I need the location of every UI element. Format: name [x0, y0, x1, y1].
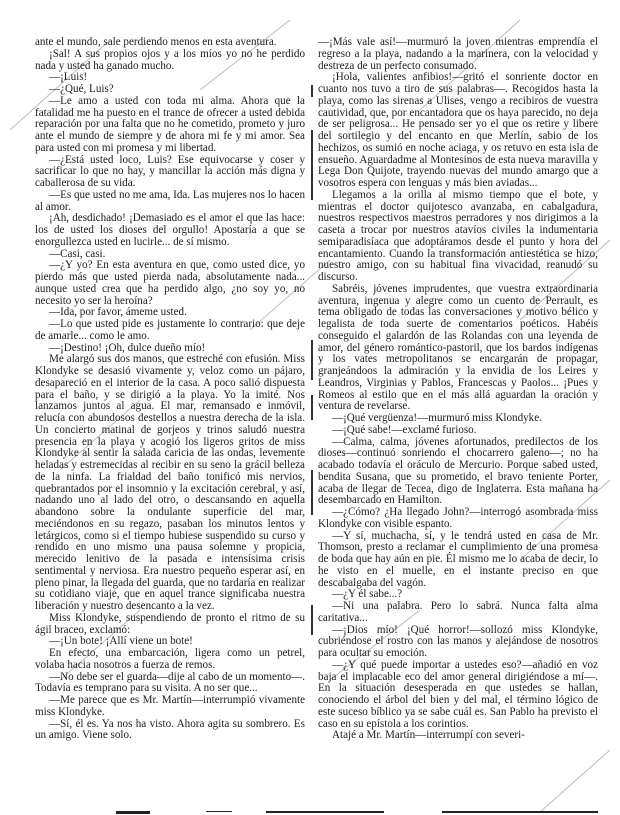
article-paragraph: —Sí, él es. Ya nos ha visto. Ahora agita su sombrero. Es un amigo. Viene solo. — [35, 717, 305, 742]
column-rule — [311, 470, 313, 515]
article-paragraph: —No debe ser el guarda—dije al cabo de un momento—. Todavía es temprano para su visita. A no ser que... — [35, 670, 305, 695]
article-paragraph: —¡Más vale así!—murmuró la joven mientras emprendía el regreso a la playa, nadando a la marinera, con la velocidad y destreza de un perfecto consumado. — [318, 36, 598, 72]
footer-rule — [116, 811, 150, 814]
article-paragraph: —¡Qué sabe!—exclamé furioso. — [332, 423, 477, 436]
article-paragraph: Atajé a Mr. Martín—interrumpí con severi- — [332, 729, 525, 742]
article-paragraph: —¡Luis! — [49, 71, 88, 84]
article-paragraph: ¡Hola, valientes anfibios!—gritó el sonriente doctor en cuanto nos tuvo a tiro de sus palabras—. Recogidos hasta la playa, como las sirenas a Ulises, vengo a recibiros de vuestra cautividad, que, por encantadora que os haya parecido, no deja de ser peligrosa... He pensado ser yo el que os retire y libere del sortilegio y del encanto en que Merlín, sabio de los hechizos, os sumió en noche aciaga, y os retuvo en esta isla de ensueño. Aguardadme al Montesinos de esta nueva maravilla y Lega Don Quijote, trayendo nuevas del mundo amargo que a vosotros espera con lenguas y más bien aviadas... — [318, 71, 598, 189]
article-paragraph: Miss Klondyke, suspendiendo de pronto el ritmo de su ágil braceo, exclamó: — [35, 611, 305, 636]
article-paragraph: —¡Qué vergüenza!—murmuró miss Klondyke. — [332, 412, 542, 424]
article-paragraph: Llegamos a la orilla al mismo tiempo que el bote, y mientras el doctor quijotesco avanzaba, en cabalgadura, nuestros respectivos maestros perradores y nos dirigimos a la caseta a trocar por nuestros atavíos civiles la indumentaria semiparadisíaca que adoptáramos desde el punto y hora del encantamiento. Cuando la transformación antiestética se hizo, nuestro amigo, con su habitual fina vivacidad, reanudó su discurso. — [318, 188, 598, 283]
column-rule — [311, 605, 313, 635]
right-column — [318, 37, 598, 742]
article-paragraph: —¿Y qué puede importar a ustedes eso?—añadió en voz baja el implacable eco del amor general dirigiéndose a mí—. En la situación desesperada en que ustedes se hallan, conociendo el árbol del bien y del mal, el término lógico de este suceso bíblico ya se sabe cuál es. San Pablo ha previsto el caso en su epístola a los corintios. — [318, 658, 598, 730]
article-paragraph: Me alargó sus dos manos, que estreché con efusión. Miss Klondyke se desasió vivamente y, veloz como un pájaro, desapareció en el interior de la casa. A poco salió dispuesta para el baño, y se dirigió a la playa. Yo la imité. Nos lanzamos juntos al agua. El mar, remansado e inmóvil, relucía con abundosos destellos a nuestra derecha de la isla. Un concierto matinal de gorjeos y trinos saludó nuestra presencia en la playa y acogió los ligeros gritos de miss Klondyke al sentir la salada caricia de las ondas, levemente heladas y estremecidas al recibir en su seno la grácil belleza de la ninfa. La frialdad del baño tonificó mis nervios, quebrantados por el insomnio y la excitación cerebral, y así, nadando uno al lado del otro, o descansando en aquella abandono sobre la ondulante superficie del mar, meciéndonos en su regazo, pasaban los minutos lentos y letárgicos, como si el tiempo hubiese suspendido su curso y rendido en uno mismo una pausa solemne y propicia, merecido lenitivo de la pasada e intensísima crisis sentimental y nerviosa. Era nuestro pequeño esperar así, en pleno pinar, la llegada del guarda, que no tardaría en realizar su cotidiano viaje, que en aquel trance significaba nuestra liberación y nuestro desencanto a la vez. — [35, 353, 305, 612]
article-paragraph: —Me parece que es Mr. Martín—interrumpió vivamente miss Klondyke. — [35, 694, 305, 718]
column-rule — [311, 130, 313, 200]
footer-rule — [266, 811, 384, 813]
article-paragraph: —¿Y él sabe...? — [332, 588, 403, 601]
column-rule — [311, 85, 313, 97]
article-paragraph: —Le amo a usted con toda mi alma. Ahora que la fatalidad me ha puesto en el trance de ofrecer a usted debida reparación por una falta que no he cometido, prometo y juro ante el mundo de siempre y de ahora mi fe y mi amor. Sea para usted con mi promesa y mi libertad. — [35, 94, 305, 154]
article-paragraph: —Ida, por favor, ámeme usted. — [49, 306, 187, 319]
article-paragraph: —Lo que usted pide es justamente lo contrario: que deje de amarle... como le amo. — [35, 318, 305, 342]
article-paragraph: Sabréis, jóvenes imprudentes, que vuestra extraordinaria aventura, ingenua y alegre como un cuento de Perrault, es tema obligado de todas las conversaciones y motivo bélico y legalista de toda suerte de comentarios poéticos. Habéis conseguido el galardón de las Rolandas con una leyenda de amor, del género romántico-pastoril, que los bardos indígenas y los vates metropolitanos se encargarán de propagar, granjeándoos la admiración y la envidia de los Leires y Leandros, Virginias y Pablos, Francescas y Paolos... ¡Pues y Romeos al estilo que en el más allá aguardan la oración y ventura de revelarse. — [318, 282, 598, 413]
article-paragraph: —Es que usted no me ama, Ida. Las mujeres nos lo hacen al amor. — [35, 188, 306, 213]
article-paragraph: —Casi, casi. — [49, 247, 106, 260]
article-paragraph: —¡Destino! ¡Oh, dulce dueño mío! — [49, 341, 206, 354]
article-paragraph: ¡Ah, desdichado! ¡Demasiado es el amor el que las hace: los de usted los dioses del orgullo! Apostaría a que se enorgullezca usted en lucirle... de sí mismo. — [35, 212, 305, 248]
article-paragraph: —¡Un bote! ¡Allí viene un bote! — [49, 635, 193, 648]
article-paragraph: —¿Está usted loco, Luis? Ese equivocarse y coser y sacrificar lo que no hay, y mancillar la acción más digna y caballerosa de su vida. — [35, 153, 305, 189]
article-paragraph: —Calma, calma, jóvenes afortunados, predilectos de los dioses—continuó sonriendo el chocarrero galeno—; no ha acabado todavía el oráculo de Mercurio. Porque sabed usted, bendita Susana, que su prometido, el bravo teniente Porter, acaba de llegar de Tecea, digo de Inglaterra. Esta mañana ha desembarcado en Hamilton. — [318, 435, 598, 507]
article-paragraph: —¡Dios mío! ¡Qué horror!—sollozó miss Klondyke, cubriéndose el rostro con las manos y alejándose de nosotros para ocultar su emoción. — [318, 623, 598, 659]
footer-rule — [206, 811, 232, 812]
footer-rule — [442, 811, 598, 813]
article-paragraph: —¿Y yo? En esta aventura en que, como usted dice, yo pierdo más que usted pierda nada, absolutamente nada... aunque usted crea que ha perdido algo, ¿no soy yo, no necesito yo ser la heroína? — [35, 259, 305, 307]
article-paragraph: —Ni una palabra. Pero lo sabrá. Nunca falta alma caritativa... — [318, 600, 598, 624]
column-rule — [311, 395, 313, 420]
article-paragraph: En efecto, una embarcación, ligera como un petrel, volaba hacia nosotros a fuerza de remos. — [35, 647, 305, 671]
column-rule — [311, 340, 313, 380]
article-paragraph: —¿Cómo? ¿Ha llegado John?—interrogó asombrada miss Klondyke con visible espanto. — [318, 506, 598, 530]
left-column — [35, 37, 305, 742]
article-paragraph: ante el mundo, sale perdiendo menos en esta aventura. — [35, 36, 277, 48]
article-paragraph: —Y sí, muchacha, sí, y le tendrá usted en casa de Mr. Thomson, presto a reclamar el cumplimiento de una promesa de boda que hay aún en pie. Él mismo me lo acaba de decir, lo he visto en el muelle, en el instante preciso en que descabalgaba del vagón. — [318, 529, 598, 589]
article-paragraph: —¿Qué, Luis? — [49, 83, 114, 95]
article-paragraph: ¡Sal! A sus propios ojos y a los míos yo no he perdido nada y usted ha ganado mucho. — [35, 47, 305, 72]
